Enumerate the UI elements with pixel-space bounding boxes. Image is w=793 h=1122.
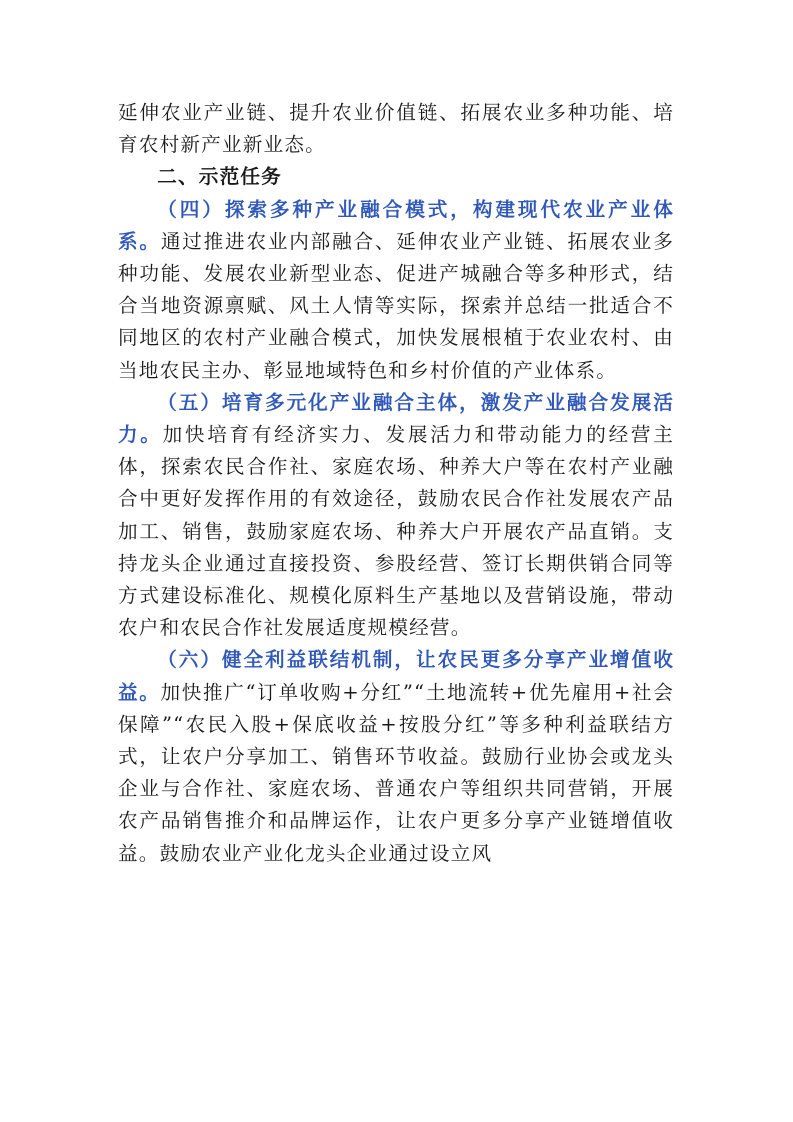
section-heading [118, 161, 674, 193]
task-paragraph-4 [118, 194, 674, 387]
task-body-4: 通过推进农业内部融合、延伸农业产业链、拓展农业多种功能、发展农业新型业态、促进产城融合等多种形式，结合当地资源禀赋、风土人情等实际，探索并总结一批适合不同地区的农村产业融合模式，加快发展根植于农业农村、由当地农民主办、彰显地域特色和乡村价值的产业体系。 [118, 229, 674, 382]
task-lead-6: （六）健全利益联结机制，让农民更多分享产业增值收益。 [118, 648, 674, 704]
section-heading-text: 二、示范任务 [157, 165, 282, 189]
task-paragraph-6 [118, 644, 674, 869]
task-lead-4: （四）探索多种产业融合模式，构建现代农业产业体系。 [118, 197, 674, 253]
task-body-6: 加快推广“订单收购+分红”“土地流转+优先雇用+社会保障”“农民入股+保底收益+按股分红”等多种利益联结方式，让农户分享加工、销售环节收益。鼓励行业协会或龙头企业与合作社、家庭农场、普通农户等组织共同营销，开展农产品销售推介和品牌运作，让农户更多分享产业链增值收益。鼓励农业产业化龙头企业通过设立风 [118, 680, 674, 865]
task-body-5: 加快培育有经济实力、发展活力和带动能力的经营主体，探索农民合作社、家庭农场、种养大户等在农村产业融合中更好发挥作用的有效途径，鼓励农民合作社发展农产品加工、销售，鼓励家庭农场、种养大户开展农产品直销。支持龙头企业通过直接投资、参股经营、签订长期供销合同等方式建设标准化、规模化原料生产基地以及营销设施，带动农户和农民合作社发展适度规模经营。 [118, 423, 674, 640]
task-lead-5: （五）培育多元化产业融合主体，激发产业融合发展活力。 [118, 390, 674, 447]
task-paragraph-5 [118, 387, 674, 645]
continuation-paragraph [118, 97, 674, 161]
continuation-text: 延伸农业产业链、提升农业价值链、拓展农业多种功能、培育农村新产业新业态。 [118, 101, 674, 157]
document-body [118, 97, 674, 870]
